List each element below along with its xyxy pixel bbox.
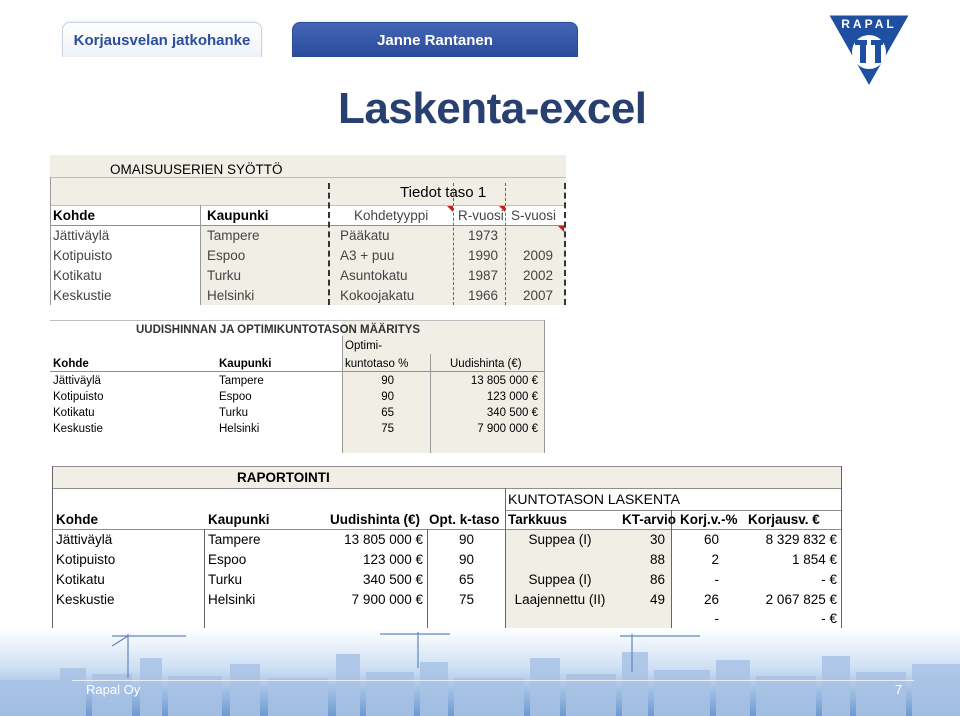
sheet2-header-kuntotaso: kuntotaso % (345, 358, 409, 370)
sheet3-header-korjv: Korj.v.-% (680, 512, 738, 527)
sheet2-header-line1: Optimi- (345, 340, 383, 352)
rapal-logo (823, 10, 915, 90)
sheet3-header-korjausv: Korjausv. € (748, 512, 820, 527)
sheet1-header-kaupunki: Kaupunki (207, 208, 269, 223)
sheet3-header-opt-ktaso: Opt. k-taso (429, 512, 500, 527)
sheet1-header-rvuosi: R-vuosi (458, 208, 504, 223)
sheet2-section-title: UUDISHINNAN JA OPTIMIKUNTOTASON MÄÄRITYS (136, 324, 421, 336)
sheet3-header-tarkkuus: Tarkkuus (508, 512, 568, 527)
tab-project[interactable] (62, 22, 262, 57)
sheet2-header-kaupunki: Kaupunki (219, 358, 272, 370)
sheet2-header-kohde: Kohde (53, 358, 89, 370)
tab-project-label: Korjausvelan jatkohanke (73, 31, 251, 49)
footer (0, 628, 960, 716)
sheet-asset-input: OMAISUUSERIEN SYÖTTÖ Tiedot taso 1 Kohde Kaupunki Kohdetyyppi R-vuosi S-vuosi Jättiväylä Tampere Pääkatu 1973 Kotipuisto Espoo A3 + puu 1990 2009 Kotikatu Turku Asuntokatu 1987 2002 Keskustie Helsinki Kokoojakatu 1966 2007 (50, 155, 566, 305)
sheet1-header-kohdetyyppi: Kohdetyyppi (354, 208, 429, 223)
sheet-price-definition: UUDISHINNAN JA OPTIMIKUNTOTASON MÄÄRITYS Optimi- Kohde Kaupunki kuntotaso % Uudishinta (€) Jättiväylä Tampere 90 13 805 000 € Kotipuisto Espoo 90 123 000 € Kotikatu Turku 65 340 500 € Keskustie Helsinki 75 7 900 000 € (50, 320, 545, 453)
page-number: 7 (895, 682, 903, 697)
sheet-reporting: RAPORTOINTI KUNTOTASON LASKENTA Kohde Kaupunki Uudishinta (€) Opt. k-taso Tarkkuus KT-arvio Korj.v.-% Korjausv. € Jättiväylä Tampere 13 805 000 € 90 Suppea (I) 30 60 8 329 832 € Kotipuisto Espoo 123 000 € 90 88 2 1 854 € Kotikatu Turku 340 500 € 65 Suppea (I) 86 - - € Keskustie Helsinki 7 900 000 € 75 Laajennettu (II) 49 26 2 067 825 € - - € (52, 466, 842, 628)
city-skyline-illustration (0, 628, 960, 716)
sheet1-header-svuosi: S-vuosi (511, 208, 557, 223)
sheet3-header-uudishinta: Uudishinta (€) (330, 512, 420, 527)
sheet3-header-kt-arvio: KT-arvio (622, 512, 677, 527)
tab-author[interactable] (292, 22, 578, 57)
footer-brand: Rapal Oy (86, 682, 141, 697)
sheet1-header-kohde: Kohde (53, 208, 95, 223)
sheet3-group-title: KUNTOTASON LASKENTA (508, 491, 680, 507)
sheet2-header-uudishinta: Uudishinta (€) (450, 358, 522, 370)
sheet1-section-title: OMAISUUSERIEN SYÖTTÖ (110, 162, 283, 177)
tab-author-label: Janne Rantanen (377, 31, 493, 49)
sheet3-header-kohde: Kohde (56, 512, 98, 527)
sheet3-header-kaupunki: Kaupunki (208, 512, 270, 527)
sheet3-section-title: RAPORTOINTI (237, 470, 330, 485)
logo-text: RAPAL (841, 17, 897, 31)
sheet1-group-title: Tiedot taso 1 (400, 184, 487, 201)
slide-title: Laskenta-excel (338, 84, 647, 133)
